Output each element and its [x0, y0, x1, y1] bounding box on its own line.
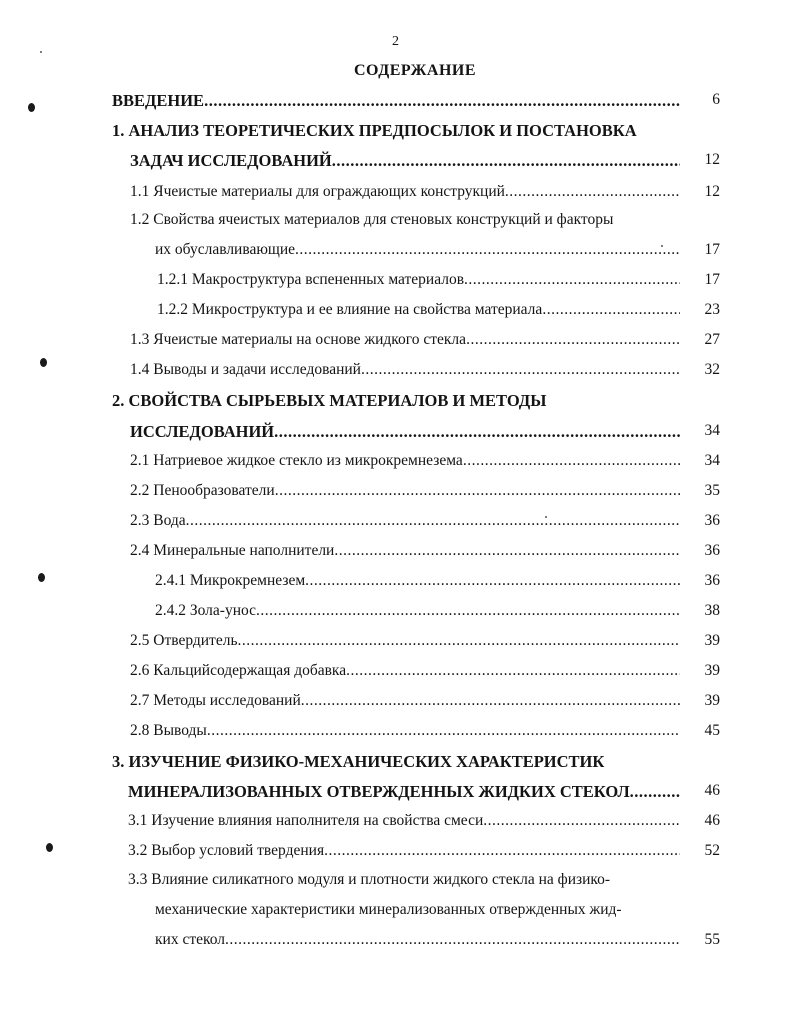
toc-chapter-2-heading: 2. СВОЙСТВА СЫРЬЕВЫХ МАТЕРИАЛОВ И МЕТОДЫ: [112, 391, 547, 410]
punch-mark: [28, 103, 35, 112]
toc-section-1-1: 1.1 Ячеистые материалы для ограждающих конструкций ..... 12: [130, 183, 720, 207]
toc-chapter-3: МИНЕРАЛИЗОВАННЫХ ОТВЕРЖДЕННЫХ ЖИДКИХ СТЕКОЛ ..... 46: [128, 782, 720, 806]
page-ref: 39: [704, 692, 720, 709]
toc-section-2-8: 2.8 Выводы ..... 45: [130, 722, 720, 746]
punch-mark: [46, 843, 53, 852]
toc-section-1-2: их обуславливающие ..... 17: [155, 241, 720, 265]
toc-chapter-1-heading: 1. АНАЛИЗ ТЕОРЕТИЧЕСКИХ ПРЕДПОСЫЛОК И ПОСТАНОВКА: [112, 121, 637, 140]
toc-section-3-3-line-2: механические характеристики минерализованных отвержденных жид-: [155, 901, 622, 918]
page-ref: 12: [704, 183, 720, 200]
toc-section-2-4-1: 2.4.1 Микрокремнезем ..... 36: [155, 572, 720, 596]
page-ref: 39: [704, 632, 720, 649]
page-ref: 36: [704, 512, 720, 529]
toc-section-3-3: ких стекол ..... 55: [155, 931, 720, 955]
toc-section-1-2-heading: 1.2 Свойства ячеистых материалов для стеновых конструкций и факторы: [130, 211, 614, 228]
page-number: 2: [392, 34, 399, 49]
toc-section-2-4: 2.4 Минеральные наполнители ..... 36: [130, 542, 720, 566]
page-ref: 34: [704, 422, 720, 439]
scan-speck: [40, 51, 42, 53]
toc-entry-intro: ВВЕДЕНИЕ ..... 6: [112, 91, 720, 115]
page-ref: 6: [712, 91, 720, 108]
toc-section-1-2-2: 1.2.2 Микроструктура и ее влияние на свойства материала ..... 23: [157, 301, 720, 325]
page-ref: 55: [704, 931, 720, 948]
toc-section-3-1: 3.1 Изучение влияния наполнителя на свойства смеси ..... 46: [128, 812, 720, 836]
toc-section-2-1: 2.1 Натриевое жидкое стекло из микрокремнезема ..... 34: [130, 452, 720, 476]
toc-section-2-6: 2.6 Кальцийсодержащая добавка ..... 39: [130, 662, 720, 686]
page-ref: 38: [704, 602, 720, 619]
toc-section-2-3: 2.3 Вода ..... 36: [130, 512, 720, 536]
toc-section-2-7: 2.7 Методы исследований ..... 39: [130, 692, 720, 716]
page-ref: 45: [704, 722, 720, 739]
page-ref: 52: [704, 842, 720, 859]
punch-mark: [40, 358, 47, 367]
page-ref: 17: [704, 241, 720, 258]
toc-section-1-3: 1.3 Ячеистые материалы на основе жидкого стекла ..... 27: [130, 331, 720, 355]
toc-section-2-4-2: 2.4.2 Зола-унос ..... 38: [155, 602, 720, 626]
page-ref: 17: [704, 271, 720, 288]
toc-section-3-2: 3.2 Выбор условий твердения ..... 52: [128, 842, 720, 866]
page-ref: 27: [704, 331, 720, 348]
toc-section-1-2-1: 1.2.1 Макроструктура вспененных материалов ..... 17: [157, 271, 720, 295]
page-ref: 34: [704, 452, 720, 469]
page-ref: 46: [704, 782, 720, 799]
page-ref: 12: [704, 151, 720, 168]
punch-mark: [38, 573, 45, 582]
page-ref: 46: [704, 812, 720, 829]
page-ref: 35: [704, 482, 720, 499]
page-ref: 36: [704, 572, 720, 589]
toc-section-3-3-line-1: 3.3 Влияние силикатного модуля и плотности жидкого стекла на физико-: [128, 871, 611, 888]
toc-section-2-2: 2.2 Пенообразователи ..... 35: [130, 482, 720, 506]
page-ref: 39: [704, 662, 720, 679]
page-ref: 23: [704, 301, 720, 318]
toc-chapter-3-heading: 3. ИЗУЧЕНИЕ ФИЗИКО-МЕХАНИЧЕСКИХ ХАРАКТЕРИСТИК: [112, 752, 605, 771]
toc-title: СОДЕРЖАНИЕ: [353, 62, 477, 79]
toc-section-1-4: 1.4 Выводы и задачи исследований ..... 32: [130, 361, 720, 385]
toc-chapter-1: ЗАДАЧ ИССЛЕДОВАНИЙ ..... 12: [130, 151, 720, 175]
page-ref: 36: [704, 542, 720, 559]
toc-section-2-5: 2.5 Отвердитель ..... 39: [130, 632, 720, 656]
toc-chapter-2: ИССЛЕДОВАНИЙ ..... 34: [130, 422, 720, 446]
page-ref: 32: [704, 361, 720, 378]
